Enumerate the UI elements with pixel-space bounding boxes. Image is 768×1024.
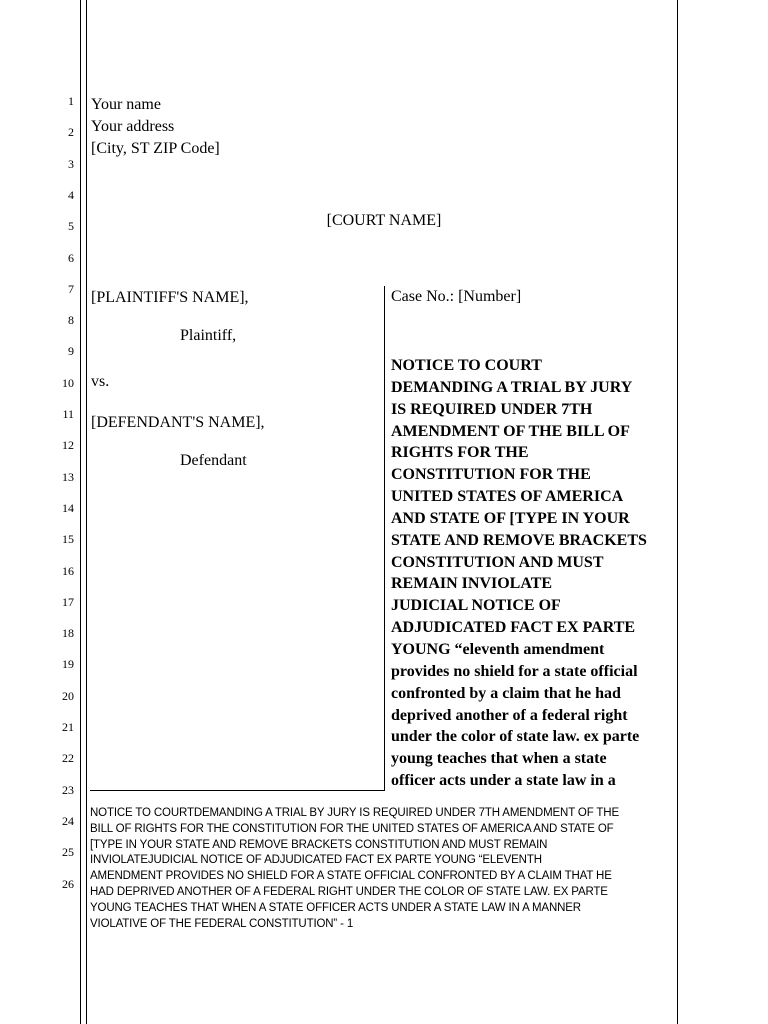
notice-line: officer acts under a state law in a (391, 772, 616, 790)
notice-line: confronted by a claim that he had (391, 684, 621, 702)
left-margin-rule-inner (86, 0, 87, 1024)
defendant-role: Defendant (180, 452, 247, 469)
notice-line: YOUNG “eleventh amendment (391, 640, 605, 658)
plaintiff-name: [PLAINTIFF'S NAME], (91, 289, 249, 306)
line-number: 18 (62, 626, 74, 641)
line-numbers-column (0, 0, 76, 1024)
footer-title (90, 806, 674, 932)
line-number: 22 (62, 751, 74, 766)
line-number: 7 (68, 281, 74, 296)
line-number: 21 (62, 720, 74, 734)
line-number: 15 (62, 532, 74, 547)
notice-line: CONSTITUTION FOR THE (391, 466, 591, 484)
left-margin-rule-outer (80, 0, 81, 1024)
caption-divider-horizontal (90, 790, 385, 791)
line-number: 2 (68, 125, 74, 140)
line-number: 4 (68, 187, 74, 202)
line-number: 14 (62, 500, 74, 515)
versus-label: vs. (91, 373, 110, 390)
footer-line: AMENDMENT PROVIDES NO SHIELD FOR A STATE OFFICIAL CONFRONTED BY A CLAIM THAT HE (90, 870, 612, 883)
notice-line: under the color of state law. ex parte (391, 728, 640, 746)
notice-line: IS REQUIRED UNDER 7TH (391, 400, 593, 418)
line-number: 16 (62, 563, 74, 578)
notice-line: RIGHTS FOR THE (391, 444, 529, 462)
line-number: 6 (68, 250, 74, 265)
caption-divider-vertical (384, 286, 385, 790)
notice-line: CONSTITUTION AND MUST (391, 553, 604, 571)
plaintiff-role: Plaintiff, (180, 327, 237, 344)
line-number: 19 (62, 657, 74, 672)
line-number: 13 (62, 469, 74, 484)
defendant-name: [DEFENDANT'S NAME], (91, 414, 265, 431)
line-number: 11 (62, 407, 74, 421)
line-number: 12 (62, 438, 74, 453)
notice-line: UNITED STATES OF AMERICA (391, 488, 624, 506)
footer-line: HAD DEPRIVED ANOTHER OF A FEDERAL RIGHT UNDER THE COLOR OF STATE LAW. EX PARTE (90, 885, 608, 898)
notice-line: STATE AND REMOVE BRACKETS (391, 531, 647, 549)
attorney-header-block (91, 94, 220, 160)
line-number: 25 (62, 845, 74, 860)
your-name: Your name (91, 96, 161, 113)
notice-line: DEMANDING A TRIAL BY JURY (391, 378, 633, 396)
notice-line: JUDICIAL NOTICE OF (391, 597, 561, 615)
line-number: 23 (62, 782, 74, 797)
notice-line: AMENDMENT OF THE BILL OF (391, 422, 630, 440)
line-number: 20 (62, 688, 74, 703)
line-number: 5 (68, 219, 74, 234)
line-number: 9 (68, 344, 74, 359)
notice-line: ADJUDICATED FACT EX PARTE (391, 619, 636, 637)
line-number: 8 (68, 313, 74, 328)
court-name: [COURT NAME] (326, 212, 442, 229)
notice-line: young teaches that when a state (391, 750, 607, 768)
footer-line: [TYPE IN YOUR STATE AND REMOVE BRACKETS CONSTITUTION AND MUST REMAIN (90, 838, 548, 851)
footer-line: NOTICE TO COURTDEMANDING A TRIAL BY JURY IS REQUIRED UNDER 7TH AMENDMENT OF THE (90, 807, 619, 819)
line-number: 3 (68, 156, 74, 171)
footer-line: YOUNG TEACHES THAT WHEN A STATE OFFICER ACTS UNDER A STATE LAW IN A MANNER (90, 901, 581, 914)
notice-line: NOTICE TO COURT (391, 357, 542, 374)
notice-line: REMAIN INVIOLATE (391, 575, 553, 593)
footer-line: INVIOLATEJUDICIAL NOTICE OF ADJUDICATED FACT EX PARTE YOUNG “ELEVENTH (90, 854, 542, 867)
notice-line: deprived another of a federal right (391, 706, 628, 724)
case-number: Case No.: [Number] (391, 288, 522, 305)
line-number: 1 (68, 94, 74, 108)
line-number: 17 (62, 594, 74, 609)
footer-line: BILL OF RIGHTS FOR THE CONSTITUTION FOR THE UNITED STATES OF AMERICA AND STATE OF (90, 822, 614, 835)
footer-line: VIOLATIVE OF THE FEDERAL CONSTITUTION” - 1 (90, 917, 354, 930)
line-number: 10 (62, 375, 74, 390)
line-number: 26 (62, 876, 74, 891)
city-state-zip: [City, ST ZIP Code] (91, 140, 220, 157)
notice-line: provides no shield for a state official (391, 662, 638, 680)
your-address: Your address (91, 118, 175, 135)
line-number: 24 (62, 813, 74, 828)
notice-line: AND STATE OF [TYPE IN YOUR (391, 509, 630, 527)
notice-title (391, 355, 681, 792)
